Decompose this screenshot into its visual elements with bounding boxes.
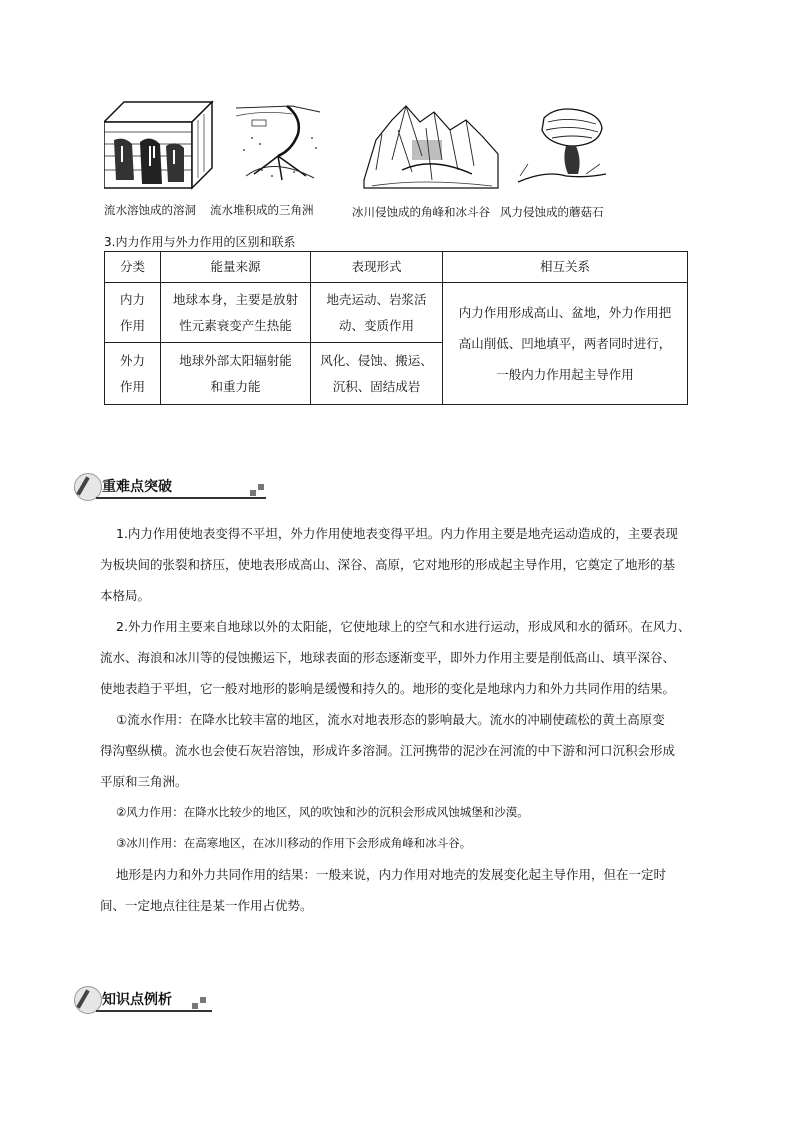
paragraph-line: 2.外力作用主要来自地球以外的太阳能，它使地球上的空气和水进行运动，形成风和水的循环。在风力、 xyxy=(116,619,691,634)
energy-source-cell xyxy=(161,343,311,405)
form-line: 动、变质作用 xyxy=(338,317,414,333)
figure-caption: 风力侵蚀成的蘑菇石 xyxy=(500,205,604,219)
paragraph-line: 间、一定地点往往是某一作用占优势。 xyxy=(100,898,313,913)
paragraph-line: 得沟壑纵横。流水也会使石灰岩溶蚀，形成许多溶洞。江河携带的泥沙在河流的中下游和河口沉积会形成 xyxy=(100,743,676,758)
relation-line: 一般内力作用起主导作用 xyxy=(496,367,634,382)
paragraph-line: ②风力作用：在降水比较少的地区，风的吹蚀和沙的沉积会形成风蚀城堡和沙漠。 xyxy=(116,805,529,819)
form-line: 地壳运动、岩浆活 xyxy=(326,291,427,307)
header-cell: 表现形式 xyxy=(311,252,443,283)
paragraph-line: ③冰川作用：在高寒地区，在冰川移动的作用下会形成角峰和冰斗谷。 xyxy=(116,836,472,850)
relation-line: 高山削低、凹地填平，两者同时进行， xyxy=(458,336,672,351)
paragraph-line: 流水、海浪和冰川等的侵蚀搬运下，地球表面的形态逐渐变平，即外力作用主要是削低高山、填平深谷、 xyxy=(100,650,676,665)
figure-caption: 流水堆积成的三角洲 xyxy=(210,203,314,217)
header-cell: 相互关系 xyxy=(443,252,688,283)
figure-caption: 冰川侵蚀成的角峰和冰斗谷 xyxy=(352,205,490,219)
paragraph-line: 1.内力作用使地表变得不平坦，外力作用使地表变得平坦。内力作用主要是地壳运动造成的，主要表现 xyxy=(116,526,678,541)
figure-caption: 流水溶蚀成的溶洞 xyxy=(104,203,196,217)
paragraph-line: ①流水作用：在降水比较丰富的地区，流水对地表形态的影响最大。流水的冲刷使疏松的黄土高原变 xyxy=(116,712,665,727)
category-cell xyxy=(105,343,161,405)
table-row xyxy=(105,283,688,343)
section-title: 3.内力作用与外力作用的区别和联系 xyxy=(104,235,296,249)
paragraph-line: 本格局。 xyxy=(100,588,151,603)
category-line: 外力 xyxy=(119,352,145,368)
heading-label: 知识点例析 xyxy=(102,992,172,1008)
figure-mushroom-rock xyxy=(516,104,608,190)
category-line: 内力 xyxy=(119,291,145,307)
energy-source-line: 地球本身，主要是放射 xyxy=(172,291,298,307)
comparison-table xyxy=(104,251,688,405)
category-line: 作用 xyxy=(119,378,145,394)
paragraph-line: 为板块间的张裂和挤压，使地表形成高山、深谷、高原，它对地形的形成起主导作用，它奠定了地形的基 xyxy=(100,557,676,572)
energy-source-line: 性元素衰变产生热能 xyxy=(179,317,292,333)
body-text xyxy=(100,518,720,921)
relation-line: 内力作用形成高山、盆地，外力作用把 xyxy=(458,305,672,320)
paragraph-line: 平原和三角洲。 xyxy=(100,774,188,789)
energy-source-line: 和重力能 xyxy=(210,378,261,394)
figure-river-delta xyxy=(232,98,324,184)
relation-cell xyxy=(443,283,688,405)
figure-karst-cave xyxy=(104,100,214,190)
form-line: 风化、侵蚀、搬运、 xyxy=(320,352,433,368)
figure-glacial-horn xyxy=(362,100,502,192)
header-cell: 分类 xyxy=(105,252,161,283)
heading-label: 重难点突破 xyxy=(102,479,172,495)
category-line: 作用 xyxy=(119,317,145,333)
form-line: 沉积、固结成岩 xyxy=(332,378,421,394)
form-cell xyxy=(311,343,443,405)
form-cell xyxy=(311,283,443,343)
header-cell: 能量来源 xyxy=(161,252,311,283)
table-header-row xyxy=(105,252,688,283)
energy-source-cell xyxy=(161,283,311,343)
energy-source-line: 地球外部太阳辐射能 xyxy=(179,352,292,368)
paragraph-line: 地形是内力和外力共同作用的结果：一般来说，内力作用对地壳的发展变化起主导作用，但在一定时 xyxy=(116,867,667,882)
paragraph-line: 使地表趋于平坦，它一般对地形的影响是缓慢和持久的。地形的变化是地球内力和外力共同作用的结果。 xyxy=(100,681,676,696)
category-cell xyxy=(105,283,161,343)
